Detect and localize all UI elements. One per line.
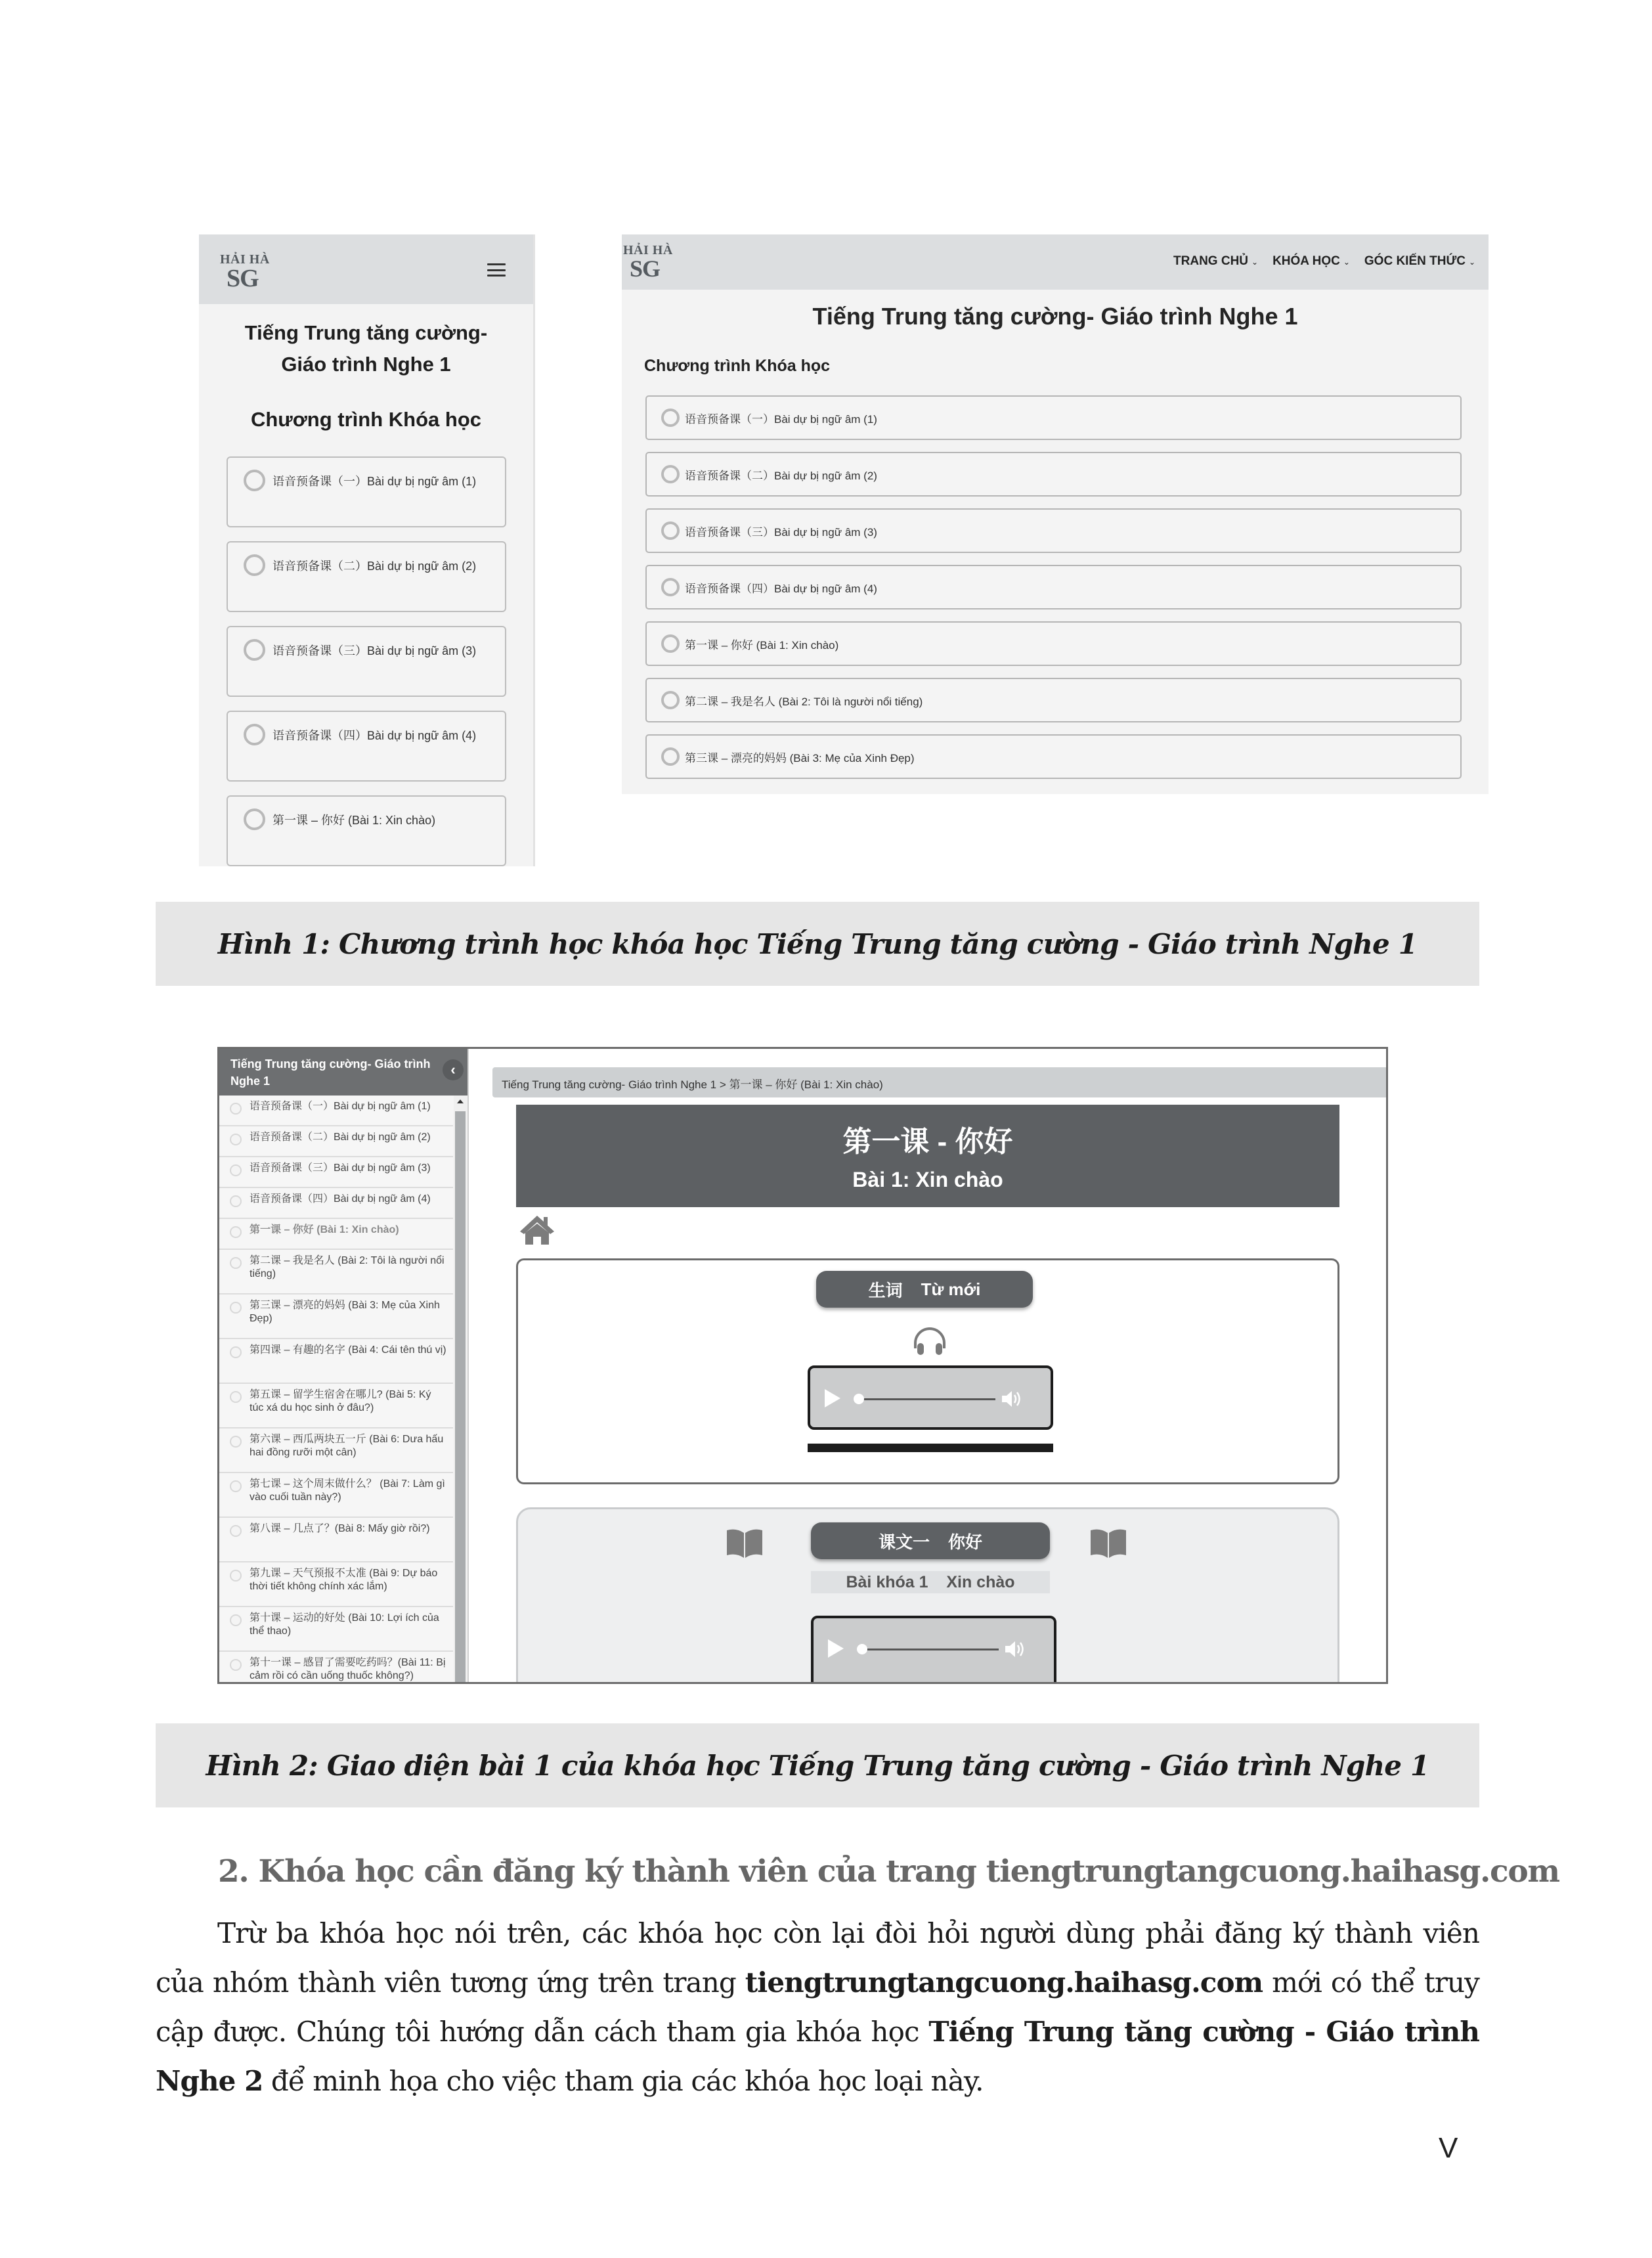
lesson-item[interactable]: 语音预备课（一）Bài dự bị ngữ âm (1) — [645, 395, 1462, 440]
sidebar-header: Tiếng Trung tăng cường- Giáo trình Nghe 1 ‹ — [219, 1049, 467, 1096]
site-logo[interactable]: HẢI HÀ SG — [623, 243, 673, 282]
sidebar-lesson-label: 第十一课 – 感冒了需要吃药吗？(Bài 11: Bị cảm rồi có cần uống thuốc không?) — [250, 1657, 446, 1681]
lesson-item[interactable]: 第三课 – 漂亮的妈妈 (Bài 3: Mẹ của Xinh Đẹp) — [645, 734, 1462, 779]
course-title: Tiếng Trung tăng cường- Giáo trình Nghe 1 — [244, 321, 488, 376]
radio-icon[interactable] — [661, 691, 680, 709]
sidebar-lesson-label: 第六课 – 西瓜两块五一斤 (Bài 6: Dưa hấu hai đồng rưỡi một cân) — [250, 1434, 444, 1458]
sidebar-lesson-item[interactable] — [219, 1562, 453, 1607]
scroll-up-arrow-icon[interactable] — [457, 1099, 464, 1103]
lesson-item[interactable]: 第一课 – 你好 (Bài 1: Xin chào) — [227, 795, 506, 866]
sidebar-lesson-label: 语音预备课（一）Bài dự bị ngữ âm (1) — [250, 1101, 431, 1112]
headphones-icon — [912, 1326, 947, 1356]
play-icon[interactable] — [825, 1389, 840, 1407]
sidebar-lesson-label: 第一课 – 你好 (Bài 1: Xin chào) — [250, 1224, 399, 1235]
book-icon — [1089, 1526, 1127, 1559]
sidebar-lesson-list — [219, 1096, 453, 1684]
lesson-title-zh: 第一课 - 你好 — [842, 1126, 1013, 1158]
chevron-left-icon[interactable]: ‹ — [443, 1059, 464, 1080]
lesson-item[interactable]: 语音预备课（四）Bài dự bị ngữ âm (4) — [227, 711, 506, 782]
figure1-desktop-screenshot — [622, 234, 1489, 794]
nav-goc-kien-thuc[interactable]: GÓC KIẾN THỨC ⌄ — [1364, 254, 1475, 268]
radio-icon[interactable] — [661, 747, 680, 766]
hamburger-icon[interactable] — [487, 263, 506, 277]
text-section — [516, 1507, 1339, 1684]
radio-icon[interactable] — [230, 1257, 242, 1269]
sidebar-lesson-label: 第二课 – 我是名人 (Bài 2: Tôi là người nổi tiếng) — [250, 1255, 445, 1279]
radio-icon[interactable] — [661, 578, 680, 596]
course-name: Tiếng Trung tăng cường - Giáo trình Nghe 2 — [156, 2016, 1480, 2097]
radio-icon[interactable] — [244, 639, 265, 661]
page-number: V — [1439, 2132, 1458, 2164]
volume-icon[interactable] — [1001, 1388, 1024, 1410]
radio-icon[interactable] — [230, 1480, 242, 1492]
sidebar-lesson-label: 第九课 – 天气预报不太准 (Bài 9: Dự báo thời tiết không chính xác lắm) — [250, 1568, 438, 1592]
radio-icon[interactable] — [230, 1302, 242, 1314]
sidebar-scrollbar[interactable] — [454, 1096, 467, 1682]
sidebar-lesson-label: 语音预备课（二）Bài dự bị ngữ âm (2) — [250, 1132, 431, 1143]
site-url: tiengtrungtangcuong.haihasg.com — [745, 1966, 1263, 1999]
lesson-header — [516, 1105, 1339, 1207]
sidebar-lesson-label: 语音预备课（四）Bài dự bị ngữ âm (4) — [250, 1193, 431, 1205]
radio-icon[interactable] — [244, 724, 265, 745]
audio-seek-handle[interactable] — [857, 1644, 867, 1654]
lesson-sidebar — [219, 1049, 469, 1682]
book-icon — [726, 1526, 764, 1559]
figure1-mobile-screenshot — [199, 234, 535, 866]
text-label: 课文一 你好 — [811, 1522, 1050, 1559]
lesson-item[interactable]: 语音预备课（三）Bài dự bị ngữ âm (3) — [227, 626, 506, 697]
sidebar-lesson-label: 第三课 – 漂亮的妈妈 (Bài 3: Mẹ của Xinh Đẹp) — [250, 1300, 440, 1324]
sidebar-lesson-item[interactable] — [219, 1188, 453, 1219]
radio-icon[interactable] — [661, 465, 680, 483]
sidebar-lesson-item[interactable] — [219, 1126, 453, 1157]
sidebar-lesson-label: 第七课 – 这个周末做什么？ (Bài 7: Làm gì vào cuối tuần này?) — [250, 1478, 445, 1503]
radio-icon[interactable] — [661, 409, 680, 427]
sidebar-lesson-item[interactable] — [219, 1295, 453, 1339]
vocabulary-label: 生词 Từ mới — [816, 1271, 1033, 1308]
play-icon[interactable] — [828, 1639, 844, 1658]
lesson-item[interactable]: 语音预备课（一）Bài dự bị ngữ âm (1) — [227, 456, 506, 527]
sidebar-lesson-item[interactable] — [219, 1652, 453, 1684]
home-icon[interactable] — [519, 1214, 555, 1245]
lesson-item[interactable]: 语音预备课（二）Bài dự bị ngữ âm (2) — [227, 541, 506, 612]
radio-icon[interactable] — [230, 1195, 242, 1207]
radio-icon[interactable] — [230, 1436, 242, 1448]
chevron-down-icon: ⌄ — [1468, 257, 1475, 267]
sidebar-lesson-item[interactable] — [219, 1384, 453, 1428]
sidebar-lesson-label: 第五课 – 留学生宿舍在哪儿? (Bài 5: Ký túc xá du học sinh ở đâu?) — [250, 1389, 431, 1413]
radio-icon[interactable] — [244, 808, 265, 830]
audio-seek-track[interactable] — [861, 1398, 995, 1400]
scrollbar-thumb[interactable] — [455, 1111, 466, 1682]
radio-icon[interactable] — [230, 1164, 242, 1176]
radio-icon[interactable] — [230, 1226, 242, 1238]
sidebar-lesson-item[interactable] — [219, 1518, 453, 1562]
divider-bar — [808, 1444, 1053, 1452]
radio-icon[interactable] — [661, 521, 680, 540]
sidebar-lesson-item[interactable] — [219, 1339, 453, 1384]
figure2-lesson-screenshot — [217, 1047, 1388, 1684]
breadcrumb[interactable]: Tiếng Trung tăng cường- Giáo trình Nghe 1 > 第一课 – 你好 (Bài 1: Xin chào) — [492, 1067, 1388, 1097]
radio-icon[interactable] — [230, 1659, 242, 1671]
main-nav — [1173, 254, 1475, 269]
audio-seek-handle[interactable] — [854, 1394, 864, 1404]
sidebar-lesson-label: 语音预备课（三）Bài dự bị ngữ âm (3) — [250, 1162, 431, 1174]
audio-player[interactable] — [811, 1616, 1056, 1684]
audio-player[interactable] — [808, 1365, 1053, 1430]
course-title: Tiếng Trung tăng cường- Giáo trình Nghe 1 — [812, 303, 1298, 330]
sidebar-lesson-item[interactable] — [219, 1607, 453, 1652]
sidebar-lesson-item[interactable] — [219, 1096, 453, 1126]
sidebar-lesson-label: 第十课 – 运动的好处 (Bài 10: Lợi ích của thể thao) — [250, 1612, 439, 1637]
vocabulary-section — [516, 1258, 1339, 1484]
lesson-item[interactable]: 语音预备课（四）Bài dự bị ngữ âm (4) — [645, 565, 1462, 609]
lesson-item[interactable]: 语音预备课（二）Bài dự bị ngữ âm (2) — [645, 452, 1462, 497]
lesson-item[interactable]: 第一课 – 你好 (Bài 1: Xin chào) — [645, 621, 1462, 666]
radio-icon[interactable] — [230, 1391, 242, 1403]
radio-icon[interactable] — [661, 634, 680, 653]
sidebar-lesson-item[interactable] — [219, 1157, 453, 1188]
body-paragraph: Trừ ba khóa học nói trên, các khóa học còn lại đòi hỏi người dùng phải đăng ký thành viên của nhóm thành viên tương ứng trên trang tiengtrungtangcuong.haihasg.com mới có thể truy cập được. Chúng tôi hướng dẫn cách tham gia khóa học Tiếng Trung tăng cường - Giáo trình Nghe 2 để minh họa cho việc tham gia các khóa học loại này. — [156, 1917, 1480, 2097]
audio-seek-track[interactable] — [865, 1649, 999, 1650]
mobile-header — [199, 234, 533, 304]
radio-icon[interactable] — [244, 554, 265, 576]
lesson-list — [227, 456, 506, 866]
curriculum-heading: Chương trình Khóa học — [250, 408, 481, 431]
site-logo[interactable]: HẢI HÀ SG — [220, 252, 270, 292]
sidebar-lesson-label: 第四课 – 有趣的名字 (Bài 4: Cái tên thú vị) — [250, 1344, 446, 1356]
lesson-content — [469, 1049, 1386, 1682]
figure2-caption: Hình 2: Giao diện bài 1 của khóa học Tiếng Trung tăng cường - Giáo trình Nghe 1 — [156, 1723, 1479, 1807]
nav-trang-chu[interactable]: TRANG CHỦ ⌄ — [1173, 254, 1259, 268]
volume-icon[interactable] — [1004, 1638, 1028, 1660]
lesson-title-vi: Bài 1: Xin chào — [852, 1168, 1003, 1191]
radio-icon[interactable] — [230, 1614, 242, 1626]
sidebar-lesson-label: 第八课 – 几点了？(Bài 8: Mấy giờ rồi?) — [250, 1523, 430, 1534]
radio-icon[interactable] — [230, 1525, 242, 1537]
desktop-header — [622, 234, 1489, 290]
radio-icon[interactable] — [230, 1570, 242, 1582]
nav-khoa-hoc[interactable]: KHÓA HỌC ⌄ — [1272, 254, 1350, 268]
sidebar-lesson-item[interactable] — [219, 1250, 453, 1295]
chevron-down-icon: ⌄ — [1251, 257, 1259, 267]
chevron-down-icon: ⌄ — [1343, 257, 1350, 267]
sidebar-lesson-item[interactable] — [219, 1428, 453, 1473]
sidebar-lesson-item[interactable] — [219, 1473, 453, 1518]
curriculum-heading: Chương trình Khóa học — [644, 357, 831, 375]
lesson-item[interactable]: 语音预备课（三）Bài dự bị ngữ âm (3) — [645, 508, 1462, 553]
lesson-list — [645, 395, 1462, 779]
sidebar-lesson-item[interactable] — [219, 1219, 453, 1250]
radio-icon[interactable] — [230, 1346, 242, 1358]
radio-icon[interactable] — [230, 1134, 242, 1145]
text-sub-label: Bài khóa 1 Xin chào — [811, 1571, 1050, 1593]
figure1-caption: Hình 1: Chương trình học khóa học Tiếng Trung tăng cường - Giáo trình Nghe 1 — [156, 902, 1479, 986]
section-heading: 2. Khóa học cần đăng ký thành viên của trang tiengtrungtangcuong.haihasg.com — [218, 1853, 1559, 1890]
radio-icon[interactable] — [244, 470, 265, 491]
lesson-item[interactable]: 第二课 – 我是名人 (Bài 2: Tôi là người nổi tiếng) — [645, 678, 1462, 722]
radio-icon[interactable] — [230, 1103, 242, 1115]
